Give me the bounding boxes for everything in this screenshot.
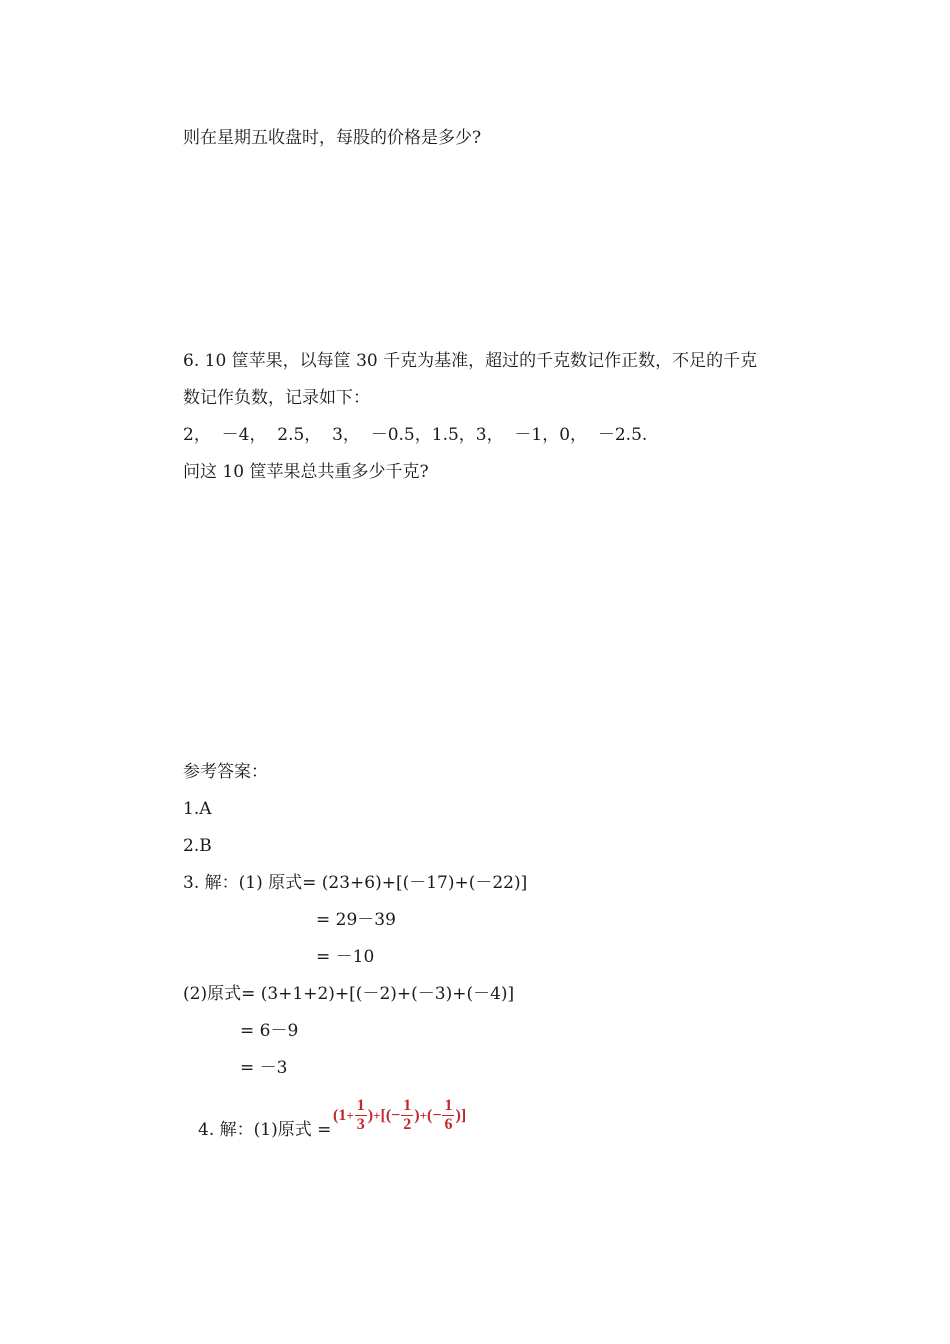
formula-plus-2: + (373, 1107, 381, 1123)
formula-close-1: ) (367, 1106, 374, 1124)
fraction-denominator: 6 (444, 1116, 453, 1133)
formula-open-3: (− (427, 1106, 442, 1124)
formula-open-2: [(− (380, 1106, 401, 1124)
fraction-one-third (355, 1097, 367, 1134)
answer-3-step-1: 3. 解：(1) 原式= (23+6)+[(－17)+(－22)] (183, 873, 528, 893)
question-6-line-2: 数记作负数，记录如下： (183, 388, 370, 408)
answers-heading: 参考答案： (183, 762, 268, 782)
question-6-line-1: 6. 10 筐苹果，以每筐 30 千克为基准，超过的千克数记作正数，不足的千克 (183, 351, 758, 371)
fraction-numerator: 1 (356, 1097, 365, 1114)
formula-open-1: (1 (333, 1106, 347, 1124)
fraction-denominator: 2 (403, 1116, 412, 1133)
answer-1: 1.A (183, 799, 212, 819)
answer-4-formula (333, 1097, 466, 1134)
answer-3-step-3: = －10 (316, 947, 375, 967)
formula-plus-1: + (346, 1107, 354, 1123)
fraction-one-sixth (442, 1097, 454, 1134)
formula-close-3: )] (455, 1106, 467, 1124)
formula-close-2: ) (414, 1106, 420, 1124)
question-6-data-values: 2， －4， 2.5， 3， －0.5，1.5，3， －1，0， －2.5. (183, 425, 648, 445)
answer-2: 2.B (183, 836, 212, 856)
answer-3-part-2-step-2: = 6－9 (240, 1021, 299, 1041)
fraction-one-half (401, 1097, 413, 1134)
fraction-numerator: 1 (444, 1097, 453, 1114)
fraction-numerator: 1 (403, 1097, 412, 1114)
answer-3-part-2-step-3: = －3 (240, 1058, 288, 1078)
answer-4-prefix: 4. 解：(1)原式 = (198, 1120, 332, 1140)
answer-3-part-2-step-1: (2)原式= (3+1+2)+[(－2)+(－3)+(－4)] (183, 984, 515, 1004)
answer-3-step-2: = 29－39 (316, 910, 396, 930)
question-5-tail: 则在星期五收盘时，每股的价格是多少? (183, 128, 482, 148)
question-6-line-4: 问这 10 筐苹果总共重多少千克? (183, 462, 429, 482)
fraction-denominator: 3 (356, 1116, 365, 1133)
formula-plus-3: + (419, 1107, 428, 1123)
